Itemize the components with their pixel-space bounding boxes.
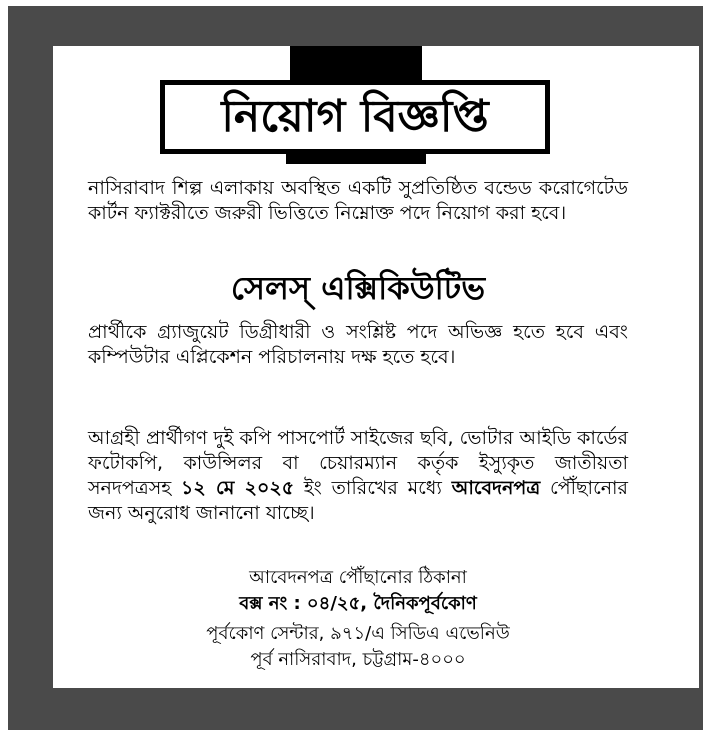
application-paragraph bbox=[88, 426, 628, 526]
title-bottom-bar bbox=[286, 154, 426, 164]
title-box bbox=[160, 80, 550, 154]
application-text-3: পৌঁছানোর জন্য অনুরোধ জানানো যাচ্ছে। bbox=[88, 477, 629, 524]
application-keyword: আবেদনপত্র bbox=[451, 477, 541, 499]
intro-paragraph: নাসিরাবাদ শিল্প এলাকায় অবস্থিত একটি সুপ্রতিষ্ঠিত বন্ডেড করোগেটেড কার্টন ফ্যাক্টরীতে জরুরী ভিত্তিতে নিম্নোক্ত পদে নিয়োগ করা হবে। bbox=[88, 177, 628, 224]
deadline-date: ১২ মে ২০২৫ bbox=[181, 477, 295, 499]
address-line-2: পূর্ব নাসিরাবাদ, চট্টগ্রাম-৪০০০ bbox=[250, 649, 466, 670]
address-line-1: পূর্বকোণ সেন্টার, ৯৭১/এ সিডিএ এভেনিউ bbox=[206, 623, 510, 644]
requirements-paragraph: প্রার্থীকে গ্র্যাজুয়েট ডিগ্রীধারী ও সংশ্লিষ্ট পদে অভিজ্ঞ হতে হবে এবং কম্পিউটার এপ্লিকেশন পরিচালনায় দক্ষ হতে হবে। bbox=[88, 321, 628, 368]
title-top-bar bbox=[290, 46, 422, 80]
position-title: সেলস্ এক্সিকিউটিভ bbox=[230, 269, 486, 307]
notice-title: নিয়োগ বিজ্ঞপ্তি bbox=[221, 91, 489, 142]
box-number: বক্স নং : ০৪/২৫, দৈনিকপূর্বকোণ bbox=[239, 593, 477, 614]
application-text-1: আগ্রহী প্রার্থীগণ দুই কপি পাসপোর্ট সাইজের ছবি, ভোটার আইডি কার্ডের ফটোকপি, কাউন্সিলর বা চেয়ারম্যান কর্তৃক ইস্যুকৃত জাতীয়তা সনদপত্রসহ bbox=[88, 427, 628, 499]
application-text-2: ইং তারিখের মধ্যে bbox=[294, 477, 452, 499]
address-heading: আবেদনপত্র পৌঁছানোর ঠিকানা bbox=[249, 567, 467, 588]
